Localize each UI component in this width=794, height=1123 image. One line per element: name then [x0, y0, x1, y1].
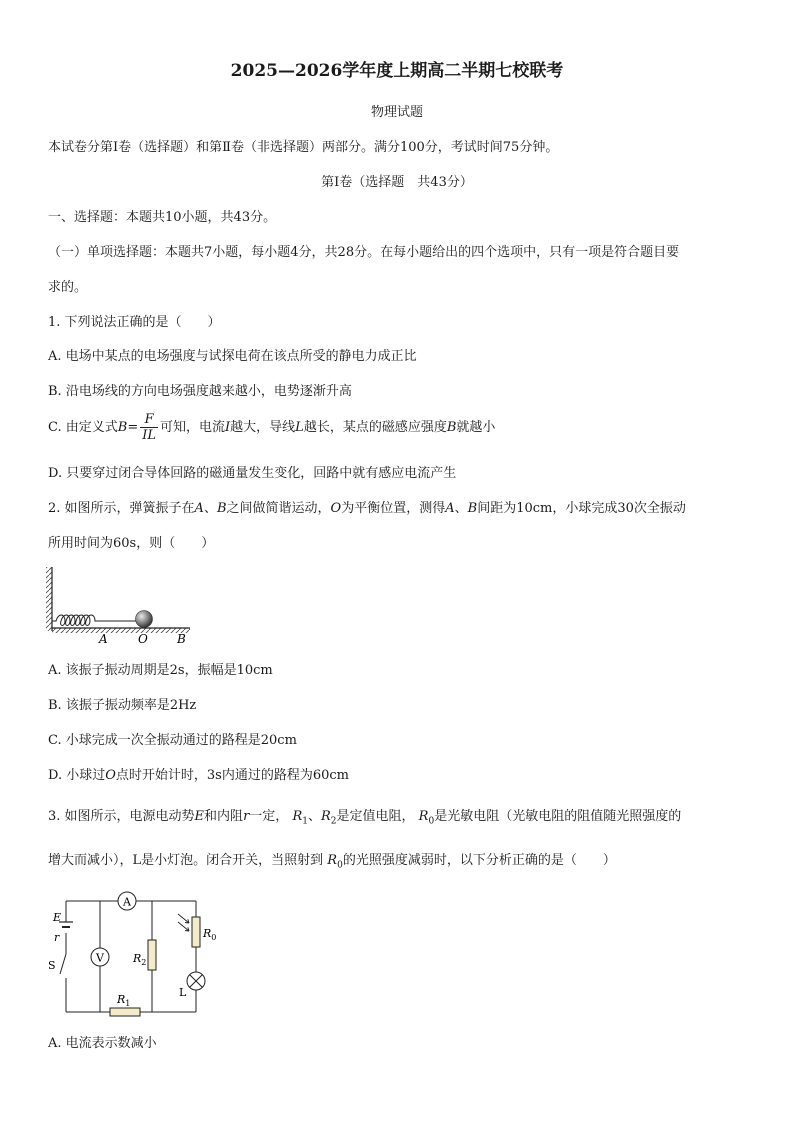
q1-c-symbol-i: I	[225, 420, 231, 435]
q3-text2: 和内阻	[204, 809, 244, 824]
q3-text1: 3. 如图所示，电源电动势	[48, 809, 195, 824]
q3-symbol-r2: R	[320, 809, 331, 824]
q3-stem-line1: 3. 如图所示，电源电动势E和内阻r一定， $R_1$、$R_2$是定值电阻， $R_0$是光敏电阻（光敏电阻的阻值随光照强度的	[48, 809, 682, 827]
q1-c-equals: =	[127, 420, 139, 435]
q1-c-text1: 可知，电流	[160, 420, 226, 435]
q3-text7: 的光照强度减弱时，以下分析正确的是（ ）	[342, 853, 616, 868]
part1-heading: 第Ⅰ卷（选择题 共43分）	[321, 175, 473, 190]
q1-c-text3: 越长，某点的磁感应强度	[303, 420, 447, 435]
q2-text1: 2. 如图所示，弹簧振子在	[48, 501, 195, 516]
q2-text2: 之间做简谐运动，	[226, 501, 331, 516]
q3-text3: 一定，	[249, 809, 289, 824]
q3-text6: 增大而减小），L是小灯泡。闭合开关，当照射到	[48, 853, 324, 868]
circuit-diagram	[46, 886, 226, 1022]
spring	[52, 615, 136, 626]
label-a: A	[99, 632, 108, 646]
q1-c-symbol-b2: B	[446, 420, 457, 435]
emf-label: E	[53, 911, 62, 924]
q1-option-a: A. 电场中某点的电场强度与试探电荷在该点所受的静电力成正比	[48, 349, 417, 364]
resistor-r2	[148, 940, 156, 970]
label-b: B	[177, 632, 186, 646]
q3-text5: 是光敏电阻（光敏电阻的阻值随光照强度的	[434, 809, 682, 824]
q1-option-b: B. 沿电场线的方向电场强度越来越小，电势逐渐升高	[48, 384, 352, 399]
q2-symbol-a2: A	[445, 501, 455, 516]
q1-c-symbol-l: L	[295, 420, 304, 435]
q2-d-text1: D. 小球过	[48, 768, 106, 783]
q1-c-numerator: F	[140, 412, 158, 428]
q2-d-text2: 点时开始计时，3s内通过的路程为60cm	[115, 768, 349, 783]
q2-stem-line1	[48, 500, 686, 518]
q1-option-c	[48, 412, 495, 444]
spring-oscillator-figure	[44, 565, 204, 647]
q1-c-fraction	[140, 412, 158, 443]
q3-sub-0: 0	[428, 816, 435, 827]
q2-symbol-b2: B	[467, 501, 478, 516]
q2-text4: 间距为10cm，小球完成30次全振动	[477, 501, 686, 516]
q1-c-text2: 越大，导线	[230, 420, 296, 435]
light-arrows-icon	[178, 914, 189, 931]
q2-d-symbol-o: O	[105, 768, 116, 783]
wall-hatch	[46, 567, 52, 631]
resistor-r1	[110, 1008, 140, 1016]
q3-symbol-r0: R	[418, 809, 429, 824]
lamp-label: L	[179, 986, 187, 999]
q2-symbol-b: B	[216, 501, 227, 516]
switch-label: S	[48, 959, 56, 972]
q1-c-text4: 就越小	[456, 420, 496, 435]
q3-symbol-e: E	[194, 809, 205, 824]
q1-option-d: D. 只要穿过闭合导体回路的磁通量发生变化，回路中就有感应电流产生	[48, 466, 457, 481]
q3-sub-2: 2	[330, 816, 337, 827]
exam-intro: 本试卷分第Ⅰ卷（选择题）和第Ⅱ卷（非选择题）两部分。满分100分，考试时间75分钟。	[48, 140, 559, 155]
r0-label: $R_0$	[203, 927, 217, 942]
subsection1-line2: 求的。	[48, 280, 88, 295]
q3-stem-line2	[48, 852, 616, 875]
subsection1-line1: （一）单项选择题：本题共7小题，每小题4分，共28分。在每小题给出的四个选项中，只有一项是符合题目要	[48, 245, 680, 260]
q2-sep2: 、	[454, 501, 468, 516]
section1-heading: 一、选择题：本题共10小题，共43分。	[48, 210, 277, 225]
internal-resistance-label: r	[54, 931, 60, 944]
q2-sep1: 、	[203, 501, 217, 516]
q3-sub-0b: 0	[337, 860, 343, 871]
r1-label: $R_1$	[117, 993, 131, 1008]
voltmeter-label: V	[96, 951, 104, 965]
exam-title: 2025—2026学年度上期高二半期七校联考	[230, 61, 564, 81]
label-o: O	[138, 632, 148, 646]
q1-c-prefix: C. 由定义式	[48, 420, 118, 435]
q3-symbol-r0b: R	[327, 853, 338, 868]
q2-stem-line2: 所用时间为60s，则（ ）	[48, 536, 215, 551]
q1-c-symbol-b: B	[117, 420, 128, 435]
q1-stem: 1. 下列说法正确的是（ ）	[48, 315, 221, 330]
r2-label: $R_2$	[133, 952, 147, 967]
floor-hatch	[52, 628, 190, 633]
q2-option-b: B. 该振子振动频率是2Hz	[48, 698, 197, 713]
q3-symbol-r1: R	[292, 809, 303, 824]
q2-symbol-a: A	[194, 501, 204, 516]
q3-symbol-r: r	[243, 809, 250, 824]
q3-option-a: A. 电流表示数减小	[48, 1036, 157, 1051]
q2-text3: 为平衡位置，测得	[341, 501, 446, 516]
q2-option-c: C. 小球完成一次全振动通过的路程是20cm	[48, 733, 297, 748]
photoresistor-r0	[192, 917, 200, 947]
q2-option-d	[48, 767, 349, 785]
q3-sub-1: 1	[302, 816, 308, 827]
q1-c-denominator: IL	[142, 428, 156, 443]
q3-text4: 是定值电阻，	[336, 809, 415, 824]
oscillator-ball	[136, 611, 153, 628]
q2-option-a: A. 该振子振动周期是2s，振幅是10cm	[48, 663, 273, 678]
subject-title: 物理试题	[370, 105, 423, 120]
q2-symbol-o: O	[330, 501, 342, 516]
ammeter-label: A	[123, 895, 131, 909]
